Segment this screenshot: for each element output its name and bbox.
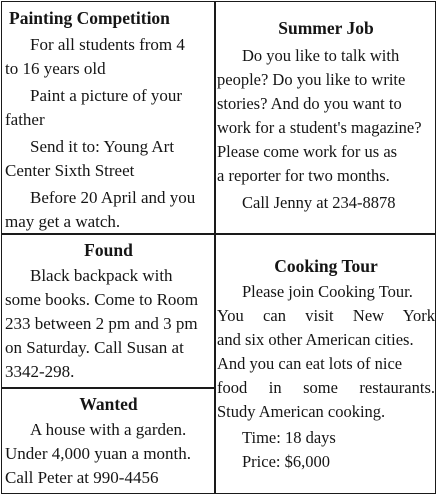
notice-line: A house with a garden.	[30, 420, 187, 439]
notice-title: Painting Competition	[9, 8, 170, 28]
notice-line: Send it to: Young Art	[30, 137, 175, 156]
notice-line: Under 4,000 yuan a month.	[5, 444, 192, 463]
notice-title: Wanted	[79, 394, 138, 414]
notice-line: and six other American cities.	[217, 330, 414, 349]
notice-line: stories? And do you want to	[217, 94, 402, 113]
found-notice	[5, 238, 212, 384]
notice-title: Cooking Tour	[274, 256, 378, 276]
notice-line: Paint a picture of your	[30, 86, 183, 105]
notice-title: Found	[84, 240, 133, 260]
notice-line: Black backpack with	[30, 266, 173, 285]
notice-line: people? Do you like to write	[217, 70, 406, 89]
notice-line: to 16 years old	[5, 59, 106, 78]
notice-board	[1, 1, 436, 494]
summer-job-notice	[217, 16, 435, 215]
notice-line: work for a student's magazine?	[217, 118, 422, 137]
notice-title: Summer Job	[278, 18, 374, 38]
notice-line: Call Peter at 990-4456	[5, 468, 159, 487]
notice-line: father	[5, 110, 45, 129]
notice-line: You can visit New York	[217, 306, 435, 325]
notice-line: some books. Come to Room	[5, 290, 199, 309]
cooking-tour-notice	[217, 254, 435, 474]
notice-line: Center Sixth Street	[5, 161, 135, 180]
notice-line: 233 between 2 pm and 3 pm	[5, 314, 198, 333]
notice-line: Do you like to talk with	[242, 46, 400, 65]
wanted-notice	[5, 392, 212, 490]
notice-line: on Saturday. Call Susan at	[5, 338, 184, 357]
notice-line: Study American cooking.	[217, 402, 386, 421]
notice-line: Please join Cooking Tour.	[242, 282, 413, 301]
notice-line: food in some restaurants.	[217, 378, 435, 397]
divider-vertical	[214, 2, 216, 493]
divider-horizontal	[2, 387, 214, 389]
notice-line: Before 20 April and you	[30, 188, 196, 207]
notice-line: Call Jenny at 234-8878	[242, 193, 396, 212]
notice-line: For all students from 4	[30, 35, 185, 54]
notice-line: Please come work for us as	[217, 142, 398, 161]
painting-competition-notice	[5, 6, 212, 234]
divider-horizontal	[214, 233, 436, 235]
notice-line: Time: 18 days	[242, 428, 336, 447]
notice-line: may get a watch.	[5, 212, 121, 231]
notice-line: Price: $6,000	[242, 452, 330, 471]
notice-line: And you can eat lots of nice	[217, 354, 403, 373]
notice-line: 3342-298.	[5, 362, 75, 381]
notice-line: a reporter for two months.	[217, 166, 390, 185]
